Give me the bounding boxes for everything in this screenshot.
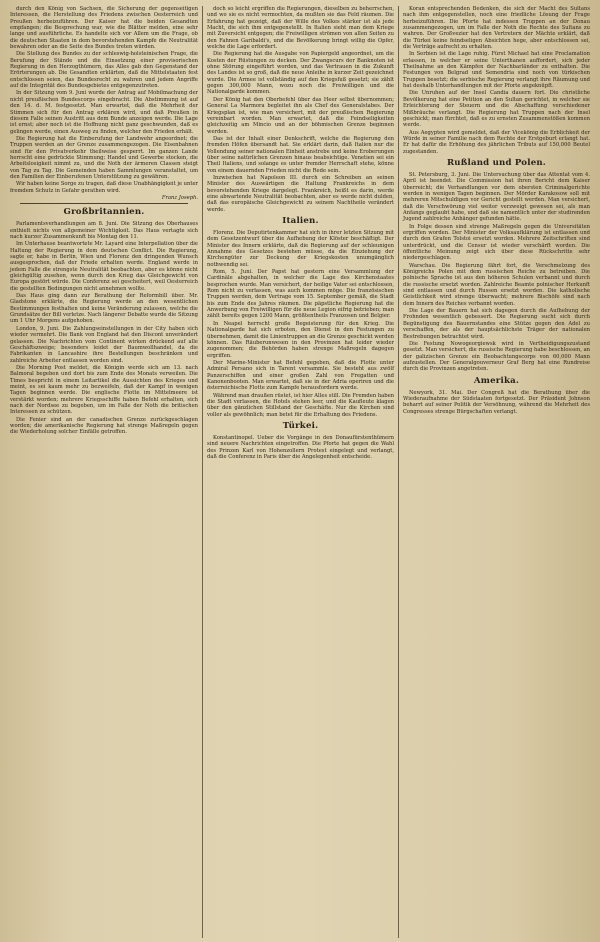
section-heading: Rußland und Polen. (446, 157, 547, 168)
article-paragraph: Das ist der Inhalt einer Denkschrift, welche die Regierung den fremden Höfen übersandt hat. Sie erklärt darin, daß Italien nur die Vollendung seiner nationalen Einheit anstrebe und keine Eroberungen über seine natürlichen Grenzen hinaus beabsichtige. Venetien sei ein Theil Italiens, und solange es unter fremder Herrschaft stehe, könne von einem dauernden Frieden nicht die Rede sein. (207, 135, 394, 174)
signature-line: Franz Joseph. (161, 194, 198, 201)
article-paragraph: Der König hat den Oberbefehl über das Heer selbst übernommen; General La Marmora begleitet ihn als Chef des Generalstabes. Der Kriegsplan ist, wie man versichert, mit der preußischen Regierung vereinbart worden. Man erwartet, daß die Feindseligkeiten gleichzeitig am Mincio und an der böhmischen Grenze beginnen werden. (207, 96, 394, 135)
article-paragraph: Rom, 5. Juni. Der Papst hat gestern eine Versammlung der Cardinäle abgehalten, in welcher die Lage des Kirchenstaates besprochen wurde. Man versichert, der heilige Vater sei entschlossen, Rom nicht zu verlassen, was auch kommen möge. Die französischen Truppen werden, dem Vertrage vom 15. September gemäß, die Stadt bis zum Ende des Jahres räumen. Die päpstliche Regierung hat die Anwerbung von Freiwilligen für die neue Legion eifrig betrieben; man zählt bereits gegen 1200 Mann, größtentheils Franzosen und Belgier. (207, 269, 394, 320)
article-paragraph: Die Fenier sind an der canadischen Grenze zurückgeschlagen worden; die amerikanische Regierung hat strenge Maßregeln gegen die Wiederholung solcher Einfälle getroffen. (10, 416, 198, 436)
article-paragraph: durch den König von Sachsen, die Sicherung der gegenseitigen Interessen, die Herstellung des Friedens zwischen Oesterreich und Preußen herbeizuführen. Der Kaiser hat die beiden Gesandten empfangen; die Besprechung war, wie die Blätter melden, eine sehr lange und ausführliche. Es handelte sich vor Allem um die Frage, ob die deutschen Staaten in dem bevorstehenden Kampfe die Neutralität bewahren oder an die Seite des Bundes treten würden. (10, 6, 198, 51)
article-paragraph: In Neapel herrscht große Begeisterung für den Krieg. Die Nationalgarde hat sich erboten, den Dienst in den Festungen zu übernehmen, damit die Linientruppen an die Grenze geschickt werden können. Das Räuberunwesen in den Provinzen hat leider wieder zugenommen; die Behörden haben strenge Maßregeln dagegen ergriffen. (207, 320, 394, 359)
article-paragraph: In Serbien ist die Lage ruhig. Fürst Michael hat eine Proclamation erlassen, in welcher er seine Unterthanen auffordert, sich jeder Theilnahme an den Kämpfen der Nachbarländer zu enthalten. Die Festungen von Belgrad und Semendria sind noch von türkischen Truppen besetzt; die serbische Regierung verlangt ihre Räumung und hat deshalb Unterhandlungen mit der Pforte angeknüpft. (403, 51, 590, 90)
article-paragraph: Die Regierung hat die Einberufung der Landwehr angeordnet; die Truppen werden an der Grenze zusammengezogen. Die Eisenbahnen sind für den Privatverkehr theilweise gesperrt. Im ganzen Lande herrscht eine gedrückte Stimmung; Handel und Gewerbe stocken, die Arbeitslosigkeit nimmt zu, und die Noth der ärmeren Classen steigt von Tag zu Tag. Die Gemeinden haben Sammlungen veranstaltet, um den Familien der Einberufenen Unterstützung zu gewähren. (10, 135, 198, 180)
divider (20, 203, 188, 204)
article-paragraph: St. Petersburg, 3. Juni. Die Untersuchung über das Attentat vom 4. April ist beendet. Die Commission hat ihren Bericht dem Kaiser überreicht; die Verhandlungen vor dem obersten Criminalgerichte werden in wenigen Tagen beginnen. Der Mörder Karakosow soll mit mehreren Mitschuldigen vor Gericht gestellt werden. Man versichert, daß die Verschwörung viel weiter verzweigt gewesen sei, als man Anfangs geglaubt habe, und daß sie namentlich unter der studirenden Jugend zahlreiche Anhänger gefunden hätte. (403, 171, 590, 223)
article-paragraph: Die Stellung des Bundes zu der schleswig-holsteinischen Frage, die Berufung der Stände und die Einsetzung einer provisorischen Regierung in den Herzogthümern, das Alles gab den Gegenstand der Erörterungen ab. Die Gesandten erklärten, daß die Mittelstaaten fest entschlossen seien, das Bundesrecht zu wahren und jedem Angriffe auf die Integrität des Bundesgebietes entgegenzutreten. (10, 51, 198, 90)
section-heading: Italien. (282, 216, 319, 226)
column-middle (202, 6, 398, 938)
column-left (6, 6, 202, 938)
article-paragraph: Wir haben keine Sorge zu tragen, daß diese Unabhängigkeit je unter fremdem Schutz in Gefahr gerathen wird. (10, 181, 198, 194)
article-paragraph: Die Festung Nowogeorgiewsk wird in Vertheidigungszustand gesetzt. Man versichert, die russische Regierung habe beschlossen, an der galizischen Grenze ein Beobachtungscorps von 60,000 Mann aufzustellen. Der Generalgouverneur Graf Berg hat eine Rundreise durch die Provinzen angetreten. (403, 340, 591, 373)
column-right (398, 6, 594, 938)
article-paragraph: Das Haus ging dann zur Berathung der Reformbill über. Mr. Gladstone erklärte, die Regierung werde an den wesentlichen Bestimmungen festhalten und keine Veränderung zulassen, welche die Grundsätze der Bill verletze. Nach längerer Debatte wurde die Sitzung um 1 Uhr Morgens aufgehoben. (10, 293, 198, 325)
article-paragraph: Die Morning Post meldet, die Königin werde sich am 13. nach Balmoral begeben und dort bis zum Ende des Monats verweilen. Die Times bespricht in einem Leitartikel die Aussichten des Krieges und meint, es sei kaum mehr zu bezweifeln, daß der Kampf in wenigen Tagen beginnen werde. Die englische Flotte im Mittelmeere ist verstärkt worden; mehrere Kriegsschiffe haben Befehl erhalten, sich nach der Nordsee zu begeben, um im Falle der Noth die britischen Interessen zu schützen. (10, 364, 198, 416)
article-paragraph: Die Regierung hat die Ausgabe von Papiergeld angeordnet, um die Kosten der Rüstungen zu decken. Der Zwangscurs der Banknoten ist ohne Störung eingeführt worden, und das Vertrauen in die Zukunft des Landes ist so groß, daß die neue Anleihe in kurzer Zeit gezeichnet wurde. Die Armee ist vollständig auf den Kriegsfuß gesetzt; sie zählt gegen 300,000 Mann, wozu noch die Freiwilligen und die Nationalgarde kommen. (207, 51, 394, 96)
columns (6, 6, 594, 938)
section-heading: Großbritannien. (63, 207, 145, 218)
article-paragraph: doch so leicht ergriffen die Regierungen, dieselben zu beherrschen, und wo sie es nicht vermochten, da mußten sie das Feld räumen. Die Erfahrung hat gezeigt, daß der Wille des Volkes stärker ist als jede Macht, die sich ihm entgegenstellt. In Italien sieht man dem Kriege mit Zuversicht entgegen; die Freiwilligen strömen von allen Seiten zu den Fahnen Garibaldi's, und die Bevölkerung bringt willig die Opfer, welche die Lage erfordert. (207, 6, 394, 51)
article-paragraph: In Folge dessen sind strenge Maßregeln gegen die Universitäten ergriffen worden. Der Minister der Volksaufklärung ist entlassen und durch den Grafen Tolstoi ersetzt worden. Mehrere Zeitschriften sind unterdrückt, und die Censur ist wieder verschärft worden. Die öffentliche Meinung zeigt sich über diese Rückschritte sehr niedergeschlagen. (403, 223, 590, 262)
article-paragraph: London, 9. Juni. Die Zahlungseinstellungen in der City haben sich wieder vermehrt. Die Bank von England hat den Discont unverändert gelassen. Die Nachrichten vom Continent wirken drückend auf alle Geschäftszweige; besonders leidet der Baumwollhandel, da die Fabrikanten in Lancashire ihre Bestellungen beschränken und zahlreiche Arbeiter entlassen worden sind. (10, 325, 198, 364)
article-paragraph: Newyork, 31. Mai. Der Congreß hat die Berathung über die Wiederaufnahme der Südstaaten fortgesetzt. Der Präsident Johnson beharrt auf seiner Politik der Versöhnung, während die Mehrheit des Congresses strenge Bürgschaften verlangt. (403, 389, 590, 415)
section-heading: Amerika. (473, 375, 520, 386)
article-paragraph: Konstantinopel. Ueber die Vorgänge in den Donaufürstenthümern sind neuere Nachrichten eingetroffen. Die Pforte hat gegen die Wahl des Prinzen Karl von Hohenzollern Protest eingelegt und verlangt, daß die Conferenz in Paris über die Angelegenheit entscheide. (207, 434, 394, 460)
article-paragraph: Inzwischen hat Napoleon III. durch ein Schreiben an seinen Minister des Auswärtigen die Haltung Frankreichs in dem bevorstehenden Kriege dargelegt. Frankreich, heißt es darin, werde eine abwartende Neutralität beobachten, aber es werde nicht dulden, daß das europäische Gleichgewicht zu seinem Nachtheile verändert werde. (207, 174, 394, 213)
article-paragraph: Koran entsprechenden Bedenken, die sich der Macht des Sultans nach ihm entgegenstellen, noch eine friedliche Lösung der Frage herbeizuführen. Die Pforte hat indessen Truppen an der Donau zusammengezogen, um im Falle der Noth die Rechte des Sultans zu wahren. Der Großvezier hat den Vertretern der Mächte erklärt, daß die Türkei keine feindseligen Absichten hege, aber entschlossen sei, die Verträge aufrecht zu erhalten. (403, 6, 590, 51)
section-heading: Türkei. (282, 420, 319, 431)
article-paragraph: Aus Aegypten wird gemeldet, daß der Vicekönig die Erblichkeit der Würde in seiner Familie nach dem Rechte der Erstgeburt erlangt hat. Er hat dafür die Erhöhung des jährlichen Tributs auf 150,000 Beutel zugestanden. (403, 129, 590, 155)
article-paragraph: Florenz. Die Deputirtenkammer hat sich in ihrer letzten Sitzung mit dem Gesetzentwurf über die Aufhebung der Klöster beschäftigt. Der Minister des Innern erklärte, daß die Regierung auf der schleunigen Annahme des Gesetzes bestehen müsse, da die Einziehung der Kirchengüter zur Deckung der Kriegskosten unumgänglich nothwendig sei. (207, 230, 394, 268)
article-paragraph: Der Marine-Minister hat Befehl gegeben, daß die Flotte unter Admiral Persano sich in Tarent versammle. Sie besteht aus zwölf Panzerschiffen und einer großen Zahl von Fregatten und Kanonenbooten. Man erwartet, daß sie in der Adria operiren und die österreichische Flotte zum Kampfe herausfordern werde. (207, 359, 394, 392)
article-paragraph: Die Lage der Bauern hat sich dagegen durch die Aufhebung der Frohnden wesentlich gebessert. Die Regierung sucht sich durch Begünstigung des Bauernstandes eine Stütze gegen den Adel zu verschaffen, der als der hauptsächlichste Träger der nationalen Bestrebungen betrachtet wird. (403, 308, 590, 340)
article-paragraph: Parlamentsverhandlungen am 8. Juni. Die Sitzung des Oberhauses enthielt nichts von allgemeiner Wichtigkeit. Das Haus vertagte sich nach kurzer Zusammenkunft bis Montag den 11. (10, 221, 198, 240)
article-paragraph: Warschau. Die Regierung fährt fort, die Verschmelzung des Königreichs Polen mit dem russischen Reiche zu betreiben. Die polnische Sprache ist aus den höheren Schulen verbannt und durch die russische ersetzt worden. Zahlreiche Beamte polnischer Herkunft sind entlassen und durch Russen ersetzt worden. Die katholische Geistlichkeit wird strenge überwacht; mehrere Bischöfe sind nach dem Innern des Reiches verbannt worden. (403, 262, 590, 307)
article-paragraph: Die Unruhen auf der Insel Candia dauern fort. Die christliche Bevölkerung hat eine Petition an den Sultan gerichtet, in welcher sie Erleichterung der Steuern und die Abschaffung verschiedener Mißbräuche verlangt. Die Regierung hat Truppen nach der Insel geschickt; man fürchtet, daß es zu ernsten Zusammenstößen kommen werde. (403, 90, 590, 129)
article-paragraph: In der Sitzung vom 9. Juni wurde der Antrag auf Mobilmachung der nicht preußischen Bundescorps eingebracht. Die Abstimmung ist auf den 14. d. M. festgesetzt. Man erwartet, daß die Mehrheit der Stimmen sich für den Antrag erklären wird, und daß Preußen in diesem Falle seinen Austritt aus dem Bunde anzeigen werde. Die Lage ist ernst; aber noch ist die Hoffnung nicht ganz geschwunden, daß es gelingen werde, einen Ausweg zu finden, welcher den Frieden erhält. (10, 90, 198, 135)
article-paragraph: Während man draußen rüstet, ist hier Alles still. Die Fremden haben die Stadt verlassen, die Hotels stehen leer, und die Kaufleute klagen über den gänzlichen Stillstand der Geschäfte. Nur die Kirchen sind voller als gewöhnlich; man betet für die Erhaltung des Friedens. (207, 392, 394, 418)
article-paragraph: Im Unterhause beantwortete Mr. Layard eine Interpellation über die Haltung der Regierung in dem deutschen Conflict. Die Regierung, sagte er, habe in Berlin, Wien und Florenz den dringenden Wunsch ausgesprochen, daß der Friede erhalten werde. England werde in jedem Falle die strengste Neutralität beobachten, aber es könne nicht gleichgültig zusehen, wenn durch den Krieg das Gleichgewicht von Europa gestört würde. Die Conferenz sei gescheitert, weil Oesterreich die gestellten Bedingungen nicht annehmen wollte. (10, 241, 198, 292)
